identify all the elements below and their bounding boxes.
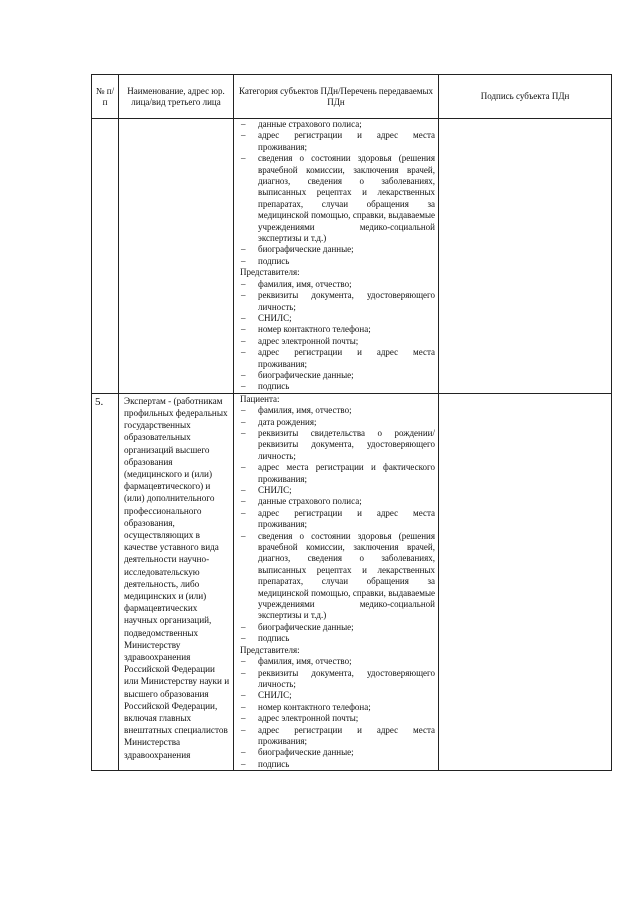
list-item: – биографические данные; — [240, 747, 435, 758]
list-item: – адрес регистрации и адрес места проживания; — [240, 725, 435, 748]
header-num: № п/п — [92, 75, 119, 119]
list-item: – номер контактного телефона; — [240, 324, 435, 335]
list-item: – подпись — [240, 759, 435, 770]
table-row-5 — [92, 393, 612, 770]
list-item: – данные страхового полиса; — [240, 119, 435, 130]
list-item: – подпись — [240, 633, 435, 644]
list-item: – СНИЛС; — [240, 485, 435, 496]
representative-label: Представителя: — [240, 644, 300, 655]
list-item: – сведения о состоянии здоровья (решения врачебной комиссии, заключения врачей, диагноз, сведения о заболеваниях, выписанных рецептах и лекарственных препаратах, случаи обращения за медицинской помощью, справки, выдаваемые учреждениями медико-социальной экспертизы и т.д.) — [240, 153, 435, 244]
list-item: – дата рождения; — [240, 417, 435, 428]
list-item: – фамилия, имя, отчество; — [240, 656, 435, 667]
list-item: – адрес регистрации и адрес места проживания; — [240, 508, 435, 531]
list-item: – адрес места регистрации и фактического проживания; — [240, 462, 435, 485]
list-item: – адрес электронной почты; — [240, 336, 435, 347]
representative-data-list — [240, 656, 435, 770]
list-item: – сведения о состоянии здоровья (решения врачебной комиссии, заключения врачей, диагноз, сведения о заболеваниях, выписанных рецептах и лекарственных препаратах, случаи обращения за медицинской помощью, справки, выдаваемые учреждениями медико-социальной экспертизы и т.д.) — [240, 531, 435, 622]
list-item: – реквизиты документа, удостоверяющего личность; — [240, 290, 435, 313]
list-item: – биографические данные; — [240, 622, 435, 633]
list-item: – подпись — [240, 256, 435, 267]
header-signature: Подпись субъекта ПДн — [439, 75, 612, 119]
list-item: – реквизиты свидетельства о рождении/реквизиты документа, удостоверяющего личность; — [240, 428, 435, 462]
representative-data-list — [240, 279, 435, 393]
list-item: – адрес регистрации и адрес места проживания; — [240, 347, 435, 370]
list-item: – адрес электронной почты; — [240, 713, 435, 724]
list-item: – биографические данные; — [240, 370, 435, 381]
list-item: – номер контактного телефона; — [240, 702, 435, 713]
signature-cell[interactable] — [439, 119, 612, 394]
consent-table — [91, 74, 612, 771]
list-item: – СНИЛС; — [240, 690, 435, 701]
patient-data-list — [240, 405, 435, 645]
patient-label: Пациента: — [240, 393, 280, 404]
list-item: – биографические данные; — [240, 244, 435, 255]
header-category: Категория субъектов ПДн/Перечень передаваемых ПДн — [234, 75, 439, 119]
header-name: Наименование, адрес юр. лица/вид третьего лица — [119, 75, 234, 119]
list-item: – СНИЛС; — [240, 313, 435, 324]
row-num — [92, 119, 119, 394]
table-header-row — [92, 75, 612, 119]
row-category — [234, 119, 439, 394]
list-item: – адрес регистрации и адрес места проживания; — [240, 130, 435, 153]
row-category — [234, 393, 439, 770]
list-item: – фамилия, имя, отчество; — [240, 279, 435, 290]
row-num: 5. — [92, 393, 119, 770]
row-name: Экспертам - (работникам профильных федеральных государственных образовательных организаций высшего образования (медицинского и (или) фармацевтического) и (или) дополнительного профессионального образования, осуществляющих в качестве уставного вида деятельности научно-исследовательскую деятельность, либо медицинских и (или) фармацевтических научных организаций, подведомственных Министерству здравоохранения Российской Федерации или Министерству науки и высшего образования Российской Федерации, включая главных внештатных специалистов Министерства здравоохранения — [119, 393, 234, 770]
list-item: – данные страхового полиса; — [240, 496, 435, 507]
signature-cell[interactable] — [439, 393, 612, 770]
representative-label: Представителя: — [240, 267, 300, 278]
list-item: – фамилия, имя, отчество; — [240, 405, 435, 416]
row-name — [119, 119, 234, 394]
patient-data-list — [240, 119, 435, 267]
table-row-continued — [92, 119, 612, 394]
list-item: – реквизиты документа, удостоверяющего личность; — [240, 668, 435, 691]
list-item: – подпись — [240, 381, 435, 392]
